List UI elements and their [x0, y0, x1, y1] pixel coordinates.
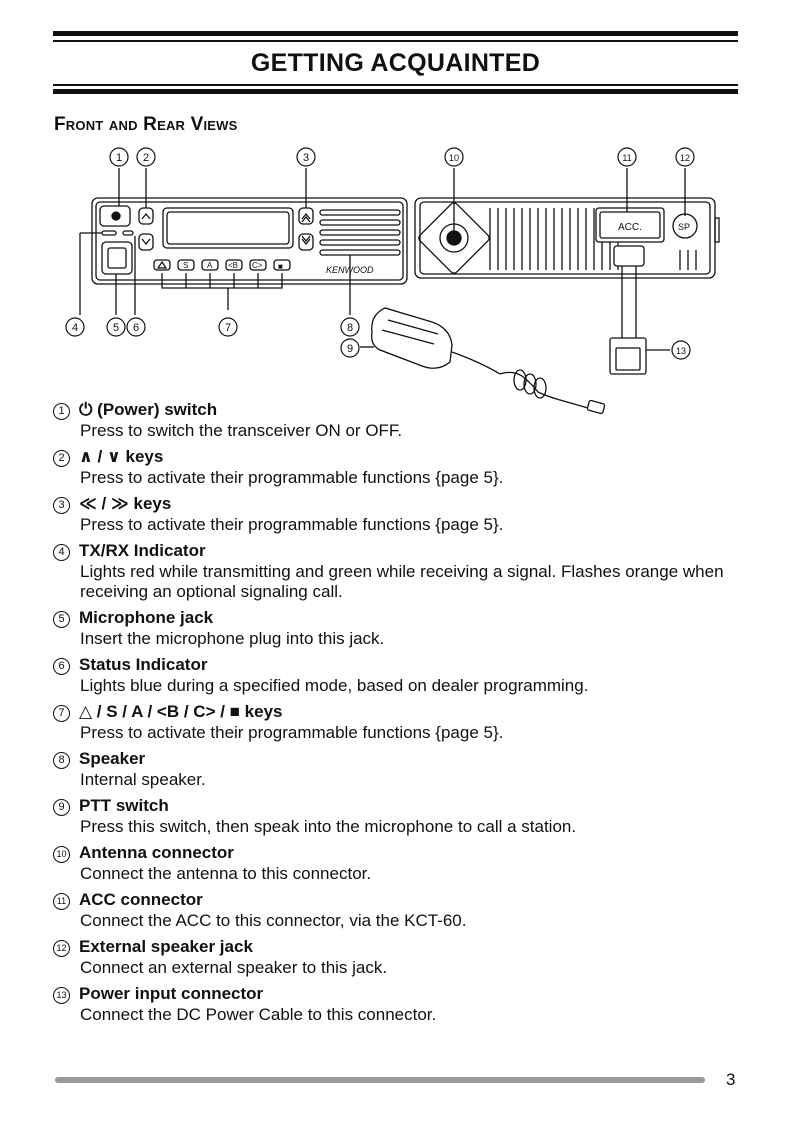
list-item	[53, 983, 743, 1030]
item-heading: Power input connector	[79, 984, 264, 1003]
item-heading: External speaker jack	[79, 937, 253, 956]
txrx-indicator	[102, 231, 116, 235]
item-number: 10	[53, 846, 70, 863]
callout-3	[297, 148, 315, 166]
key-a-label: A	[207, 261, 213, 270]
svg-text:4: 4	[71, 322, 79, 334]
svg-text:5: 5	[112, 322, 120, 334]
item-description: Lights blue during a specified mode, based on dealer programming.	[80, 676, 589, 695]
callout-5	[107, 318, 125, 336]
svg-text:8: 8	[346, 322, 354, 334]
item-number: 6	[53, 658, 70, 675]
callout-11	[618, 148, 636, 166]
item-description: Press this switch, then speak into the microphone to call a station.	[80, 817, 577, 836]
item-number: 4	[53, 544, 70, 561]
item-list	[53, 399, 743, 1030]
item-description: Connect the DC Power Cable to this connector.	[80, 1005, 437, 1024]
svg-text:3: 3	[302, 152, 310, 164]
list-item	[53, 446, 743, 493]
header-rule-bottom-thick	[53, 89, 738, 94]
svg-text:10: 10	[448, 153, 460, 163]
microphone	[360, 308, 605, 414]
item-description: Insert the microphone plug into this jack.	[80, 629, 385, 648]
callout-4	[66, 318, 84, 336]
item-heading: Microphone jack	[79, 608, 214, 627]
item-number: 5	[53, 611, 70, 628]
status-indicator	[123, 231, 133, 235]
item-description: Press to switch the transceiver ON or OFF.	[80, 421, 403, 440]
item-number: 8	[53, 752, 70, 769]
list-item	[53, 399, 743, 446]
acc-label: ACC.	[618, 222, 642, 233]
svg-text:2: 2	[142, 152, 150, 164]
item-number: 13	[53, 987, 70, 1004]
item-heading: Antenna connector	[79, 843, 234, 862]
callout-2	[137, 148, 155, 166]
item-heading: Status Indicator	[79, 655, 208, 674]
key-b-label: <B	[228, 261, 239, 270]
callout-10	[445, 148, 463, 166]
list-item	[53, 493, 743, 540]
mic-jack	[102, 242, 132, 274]
speaker-grille	[320, 210, 400, 255]
item-number: 9	[53, 799, 70, 816]
callout-13	[672, 341, 690, 359]
item-heading: ACC connector	[79, 890, 203, 909]
header-rule-top-thick	[53, 31, 738, 36]
list-item	[53, 748, 743, 795]
header-rule-top-thin	[53, 40, 738, 42]
svg-text:6: 6	[132, 322, 140, 334]
key-c-label: C>	[252, 261, 263, 270]
item-description: Press to activate their programmable functions {page 5}.	[80, 515, 504, 534]
item-heading: TX/RX Indicator	[79, 541, 206, 560]
item-number: 2	[53, 450, 70, 467]
callout-7	[219, 318, 237, 336]
svg-text:9: 9	[346, 343, 354, 355]
item-description: Press to activate their programmable functions {page 5}.	[80, 468, 504, 487]
section-subheading: Front and Rear Views	[54, 114, 238, 135]
item-number: 1	[53, 403, 70, 420]
list-item	[53, 654, 743, 701]
item-heading: ⏻ (Power) switch	[79, 400, 218, 419]
header-rule-bottom-thin	[53, 84, 738, 86]
item-heading: ∧ / ∨ keys	[79, 447, 164, 466]
item-number: 12	[53, 940, 70, 957]
callout-9	[341, 339, 359, 357]
svg-text:11: 11	[622, 153, 632, 163]
footer-rule	[55, 1077, 705, 1083]
item-number: 7	[53, 705, 70, 722]
page-title: GETTING ACQUAINTED	[250, 49, 541, 77]
list-item	[53, 795, 743, 842]
item-description: Connect the ACC to this connector, via the KCT-60.	[80, 911, 467, 930]
list-item	[53, 540, 743, 607]
list-item	[53, 607, 743, 654]
page-number: 3	[726, 1070, 736, 1089]
heat-sink	[490, 208, 696, 270]
item-heading: Speaker	[79, 749, 146, 768]
list-item	[53, 701, 743, 748]
list-item	[53, 889, 743, 936]
callout-6	[127, 318, 145, 336]
item-description: Connect an external speaker to this jack.	[80, 958, 388, 977]
lcd-display	[163, 208, 293, 248]
item-heading: PTT switch	[79, 796, 169, 815]
brand-logo: KENWOOD	[326, 265, 374, 275]
item-description: Lights red while transmitting and green while receiving a signal. Flashes orange when receiving an optional signaling call.	[80, 562, 724, 601]
item-description: Press to activate their programmable functions {page 5}.	[80, 723, 504, 742]
item-number: 3	[53, 497, 70, 514]
key-stop-label: ■	[278, 262, 283, 271]
item-description: Internal speaker.	[80, 770, 206, 789]
callout-12	[676, 148, 694, 166]
list-item	[53, 842, 743, 889]
item-heading: ≪ / ≫ keys	[79, 494, 172, 513]
svg-text:12: 12	[679, 153, 691, 163]
svg-text:13: 13	[675, 346, 687, 356]
svg-text:1: 1	[115, 152, 123, 164]
item-description: Connect the antenna to this connector.	[80, 864, 372, 883]
key-s-label: S	[183, 261, 189, 270]
list-item	[53, 936, 743, 983]
callout-1	[110, 148, 128, 166]
radio-illustration	[40, 140, 760, 425]
callout-8	[341, 318, 359, 336]
item-heading: △ / S / A / <B / C> / ■ keys	[79, 702, 283, 721]
sp-label: SP	[678, 222, 691, 232]
up-key	[139, 208, 153, 224]
item-number: 11	[53, 893, 70, 910]
svg-text:7: 7	[224, 322, 232, 334]
down-key	[139, 234, 153, 250]
